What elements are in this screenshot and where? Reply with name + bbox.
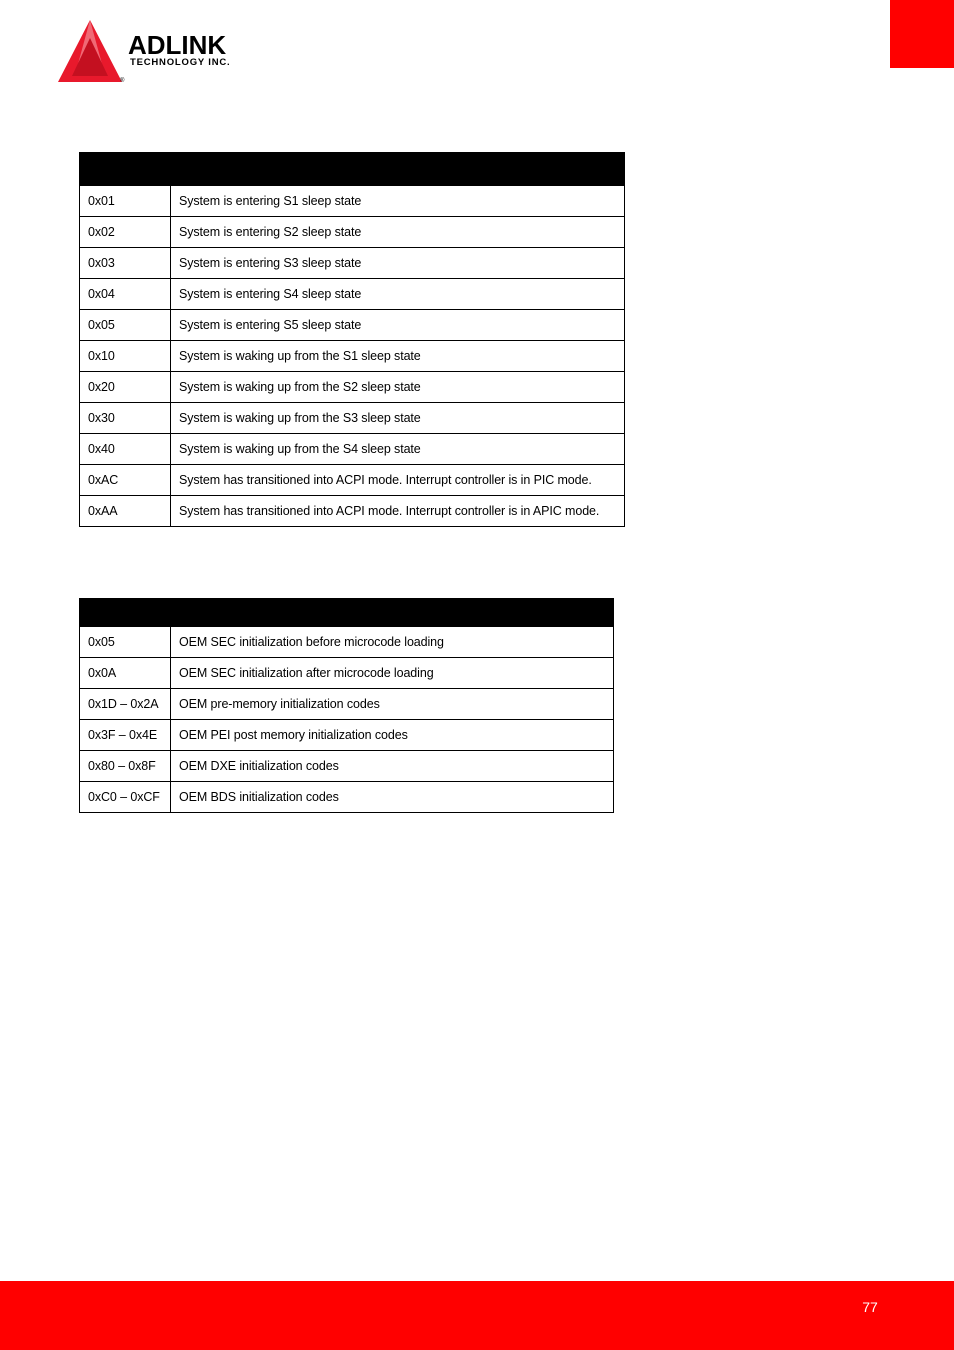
description-cell: System is entering S3 sleep state xyxy=(171,248,625,279)
table-row xyxy=(80,186,625,217)
table-row xyxy=(80,310,625,341)
corner-tab xyxy=(890,0,954,68)
table-row xyxy=(80,689,614,720)
table-row xyxy=(80,751,614,782)
logo-registered-mark: ® xyxy=(120,78,125,84)
description-cell: OEM PEI post memory initialization codes xyxy=(171,720,614,751)
description-cell: System has transitioned into ACPI mode. Interrupt controller is in PIC mode. xyxy=(171,465,625,496)
description-cell: OEM SEC initialization before microcode loading xyxy=(171,627,614,658)
table-header-row xyxy=(80,153,625,186)
logo-tagline: TECHNOLOGY INC. xyxy=(130,57,231,68)
footer-bar xyxy=(0,1281,954,1350)
description-cell: System is entering S1 sleep state xyxy=(171,186,625,217)
code-cell: 0x40 xyxy=(80,434,171,465)
table-row xyxy=(80,341,625,372)
code-cell: 0xAC xyxy=(80,465,171,496)
description-cell: System is waking up from the S4 sleep state xyxy=(171,434,625,465)
description-cell: OEM DXE initialization codes xyxy=(171,751,614,782)
table-header-row xyxy=(80,599,614,627)
table-row xyxy=(80,627,614,658)
code-cell: 0x03 xyxy=(80,248,171,279)
description-cell: OEM BDS initialization codes xyxy=(171,782,614,813)
code-cell: 0x02 xyxy=(80,217,171,248)
table-row xyxy=(80,496,625,527)
code-cell: 0x10 xyxy=(80,341,171,372)
code-cell: 0x20 xyxy=(80,372,171,403)
adlink-logo xyxy=(58,18,273,88)
acpi-status-code-table xyxy=(79,152,625,527)
description-cell: System is waking up from the S2 sleep state xyxy=(171,372,625,403)
description-cell: System is waking up from the S3 sleep state xyxy=(171,403,625,434)
code-cell: 0x0A xyxy=(80,658,171,689)
table-row xyxy=(80,720,614,751)
table-row xyxy=(80,465,625,496)
description-cell: OEM pre-memory initialization codes xyxy=(171,689,614,720)
code-cell: 0xC0 – 0xCF xyxy=(80,782,171,813)
code-cell: 0x05 xyxy=(80,627,171,658)
code-cell: 0x05 xyxy=(80,310,171,341)
code-cell: 0xAA xyxy=(80,496,171,527)
code-cell: 0x30 xyxy=(80,403,171,434)
table-row xyxy=(80,403,625,434)
code-cell: 0x01 xyxy=(80,186,171,217)
oem-status-code-table xyxy=(79,598,614,813)
description-cell: System is entering S5 sleep state xyxy=(171,310,625,341)
code-cell: 0x1D – 0x2A xyxy=(80,689,171,720)
table-row xyxy=(80,782,614,813)
table-row xyxy=(80,248,625,279)
description-cell: System is waking up from the S1 sleep state xyxy=(171,341,625,372)
code-cell: 0x80 – 0x8F xyxy=(80,751,171,782)
table-row xyxy=(80,217,625,248)
description-cell: System has transitioned into ACPI mode. Interrupt controller is in APIC mode. xyxy=(171,496,625,527)
table-row xyxy=(80,434,625,465)
code-cell: 0x04 xyxy=(80,279,171,310)
adlink-logo-mark-icon xyxy=(58,18,273,88)
table-row xyxy=(80,372,625,403)
logo-brand: ADLINK xyxy=(128,30,227,60)
code-cell: 0x3F – 0x4E xyxy=(80,720,171,751)
description-cell: System is entering S2 sleep state xyxy=(171,217,625,248)
table-row xyxy=(80,279,625,310)
description-cell: OEM SEC initialization after microcode loading xyxy=(171,658,614,689)
table-row xyxy=(80,658,614,689)
page-number: 77 xyxy=(862,1299,878,1315)
description-cell: System is entering S4 sleep state xyxy=(171,279,625,310)
